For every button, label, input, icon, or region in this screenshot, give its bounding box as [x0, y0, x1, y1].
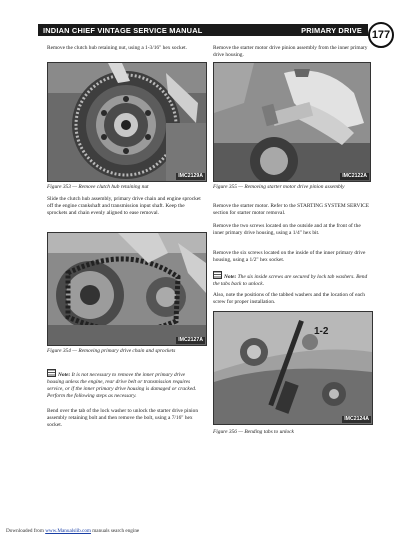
right-caption-1: Figure 355 — Removing starter motor drive pinion assembly [213, 184, 345, 190]
footer-suffix: manuals search engine [92, 528, 140, 534]
right-para-4: Remove the six screws located on the inside of the inner primary drive housing, using a 1/2" hex socket. [213, 250, 366, 263]
right-caption-2: Figure 356 — Bending tabs to unlock [213, 429, 294, 435]
photo-bending-tabs [213, 311, 373, 425]
photo-starter-pinion [213, 62, 371, 182]
left-para-2: Slide the clutch hub assembly, primary drive chain and engine sprocket off the engine crankshaft and transmission input shaft. Keep the sprockets and chain evenly aligned to ease removal. [47, 196, 201, 216]
clutch-hub-image [48, 63, 206, 181]
starter-pinion-image [214, 63, 370, 181]
page-number: 177 [368, 22, 394, 48]
section-title: PRIMARY DRIVE [301, 25, 362, 35]
right-para-1: Remove the starter motor drive pinion assembly from the inner primary drive housing. [213, 45, 368, 58]
footer-link[interactable]: www.Manualslib.com [45, 528, 91, 534]
left-caption-2: Figure 354 — Removing primary drive chain and sprockets [47, 348, 176, 354]
manual-title: INDIAN CHIEF VINTAGE SERVICE MANUAL [43, 25, 203, 35]
footer-prefix: Downloaded from [6, 528, 44, 534]
page-footer [6, 528, 139, 534]
photo-primary-chain [47, 232, 207, 346]
left-caption-1: Figure 353 — Remove clutch hub retaining nut [47, 184, 149, 190]
photo-id: IMC2124A [344, 416, 369, 422]
left-para-3: Bend over the tab of the lock washer to unlock the starter drive pinion assembly retaining bolt and then remove the bolt, using a 7/16" hex socket. [47, 408, 199, 428]
photo-id: IMC2122A [342, 173, 367, 179]
photo-clutch-hub [47, 62, 207, 182]
note-text: It is not necessary to remove the inner primary drive housing unless the engine, rear drive belt or transmission requires service, or if the inner primary drive housing is damaged or cracked. Perform the following steps as necessary. [47, 372, 197, 399]
page-header [38, 24, 368, 36]
left-note [47, 369, 203, 400]
note-label: Note: [224, 274, 237, 280]
primary-chain-image [48, 233, 206, 345]
right-para-3: Remove the two screws located on the outside and at the front of the inner primary drive housing, using a 1/4" hex bit. [213, 223, 361, 236]
right-note [213, 271, 371, 288]
note-icon [213, 271, 222, 279]
right-para-5: Also, note the positions of the tabbed washers and the location of each screw for proper installation. [213, 292, 365, 305]
note-icon [47, 369, 56, 377]
bending-tabs-image [214, 312, 372, 424]
note-label: Note: [58, 372, 71, 378]
photo-id: IMC2127A [178, 337, 203, 343]
left-para-1: Remove the clutch hub retaining nut, using a 1-3/16" hex socket. [47, 45, 187, 51]
photo-id: IMC2129A [178, 173, 203, 179]
photo-callout-label: 1-2 [314, 326, 329, 337]
right-para-2: Remove the starter motor. Refer to the STARTING SYSTEM SERVICE section for starter motor removal. [213, 203, 370, 216]
note-text: The six inside screws are secured by lock tab washers. Bend the tabs back to unlock. [213, 274, 368, 287]
